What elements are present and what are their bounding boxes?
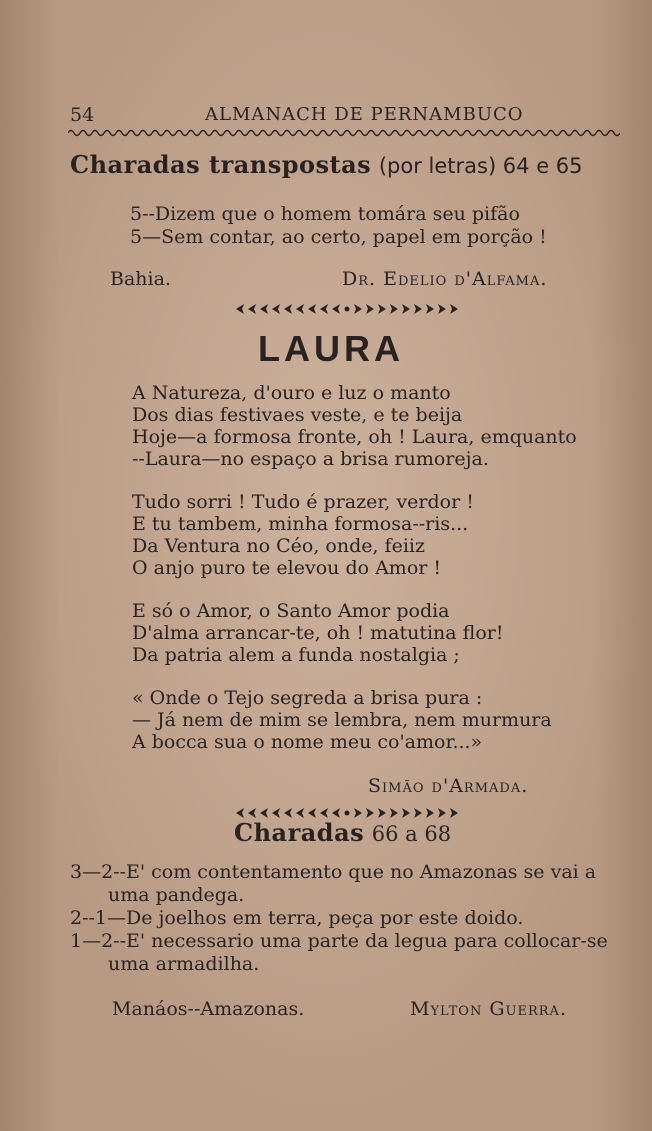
riddle-line: uma armadilha.: [108, 953, 260, 975]
riddle-place: Manáos--Amazonas.: [112, 998, 305, 1020]
riddle-line: 5--Dizem que o homem tomára seu pifão: [130, 203, 520, 225]
riddle-line: 2--1—De joelhos em terra, peça por este doido.: [70, 907, 524, 929]
poem-line: D'alma arrancar-te, oh ! matutina flor!: [132, 622, 504, 644]
page-number: 54: [70, 104, 95, 126]
riddle-line: uma pandega.: [108, 884, 245, 906]
running-title: ALMANACH DE PERNAMBUCO: [205, 104, 524, 125]
poem-line: Da Ventura no Céo, onde, feiiz: [132, 535, 425, 557]
riddle-line: 3—2--E' com contentamento que no Amazonas se vai a: [70, 861, 597, 883]
riddle-place: Bahia.: [110, 268, 171, 290]
section-title-rest: 66 a 68: [371, 822, 452, 846]
poem-line: « Onde o Tejo segreda a brisa pura :: [132, 687, 483, 709]
poem-line: A bocca sua o nome meu co'amor...»: [132, 731, 483, 753]
poem-line: Hoje—a formosa fronte, oh ! Laura, emquanto: [132, 426, 577, 448]
section-title-bold: Charadas transpostas: [70, 150, 372, 179]
poem-line: --Laura—no espaço a brisa rumoreja.: [132, 448, 489, 470]
riddle-author: Mylton Guerra.: [410, 998, 567, 1020]
poem-line: Dos dias festivaes veste, e te beija: [132, 404, 463, 426]
riddle-line: 5—Sem contar, ao certo, papel em porção !: [130, 226, 547, 248]
section-title-charadas-transpostas: [70, 150, 583, 179]
section-title-charadas-66-68: [234, 818, 451, 847]
poem-title: LAURA: [258, 328, 404, 369]
poem-line: A Natureza, d'ouro e luz o manto: [132, 382, 451, 404]
section-title-rest: (por letras) 64 e 65: [378, 154, 583, 178]
section-title-bold: Charadas: [234, 818, 365, 847]
ornament-divider: [234, 302, 460, 316]
poem-author: Simão d'Armada.: [368, 775, 529, 797]
poem-line: Da patria alem a funda nostalgia ;: [132, 644, 460, 666]
page-header: [70, 104, 630, 130]
poem-line: E tu tambem, minha formosa--ris...: [132, 513, 469, 535]
poem-line: — Já nem de mim se lembra, nem murmura: [132, 709, 552, 731]
poem-line: O anjo puro te elevou do Amor !: [132, 557, 442, 579]
poem-line: E só o Amor, o Santo Amor podia: [132, 600, 450, 622]
riddle-line: 1—2--E' necessario uma parte da legua para collocar-se: [70, 930, 608, 952]
riddle-author: Dr. Edelio d'Alfama.: [342, 268, 548, 290]
poem-line: Tudo sorri ! Tudo é prazer, verdor !: [132, 491, 474, 513]
wavy-rule: [68, 128, 620, 138]
